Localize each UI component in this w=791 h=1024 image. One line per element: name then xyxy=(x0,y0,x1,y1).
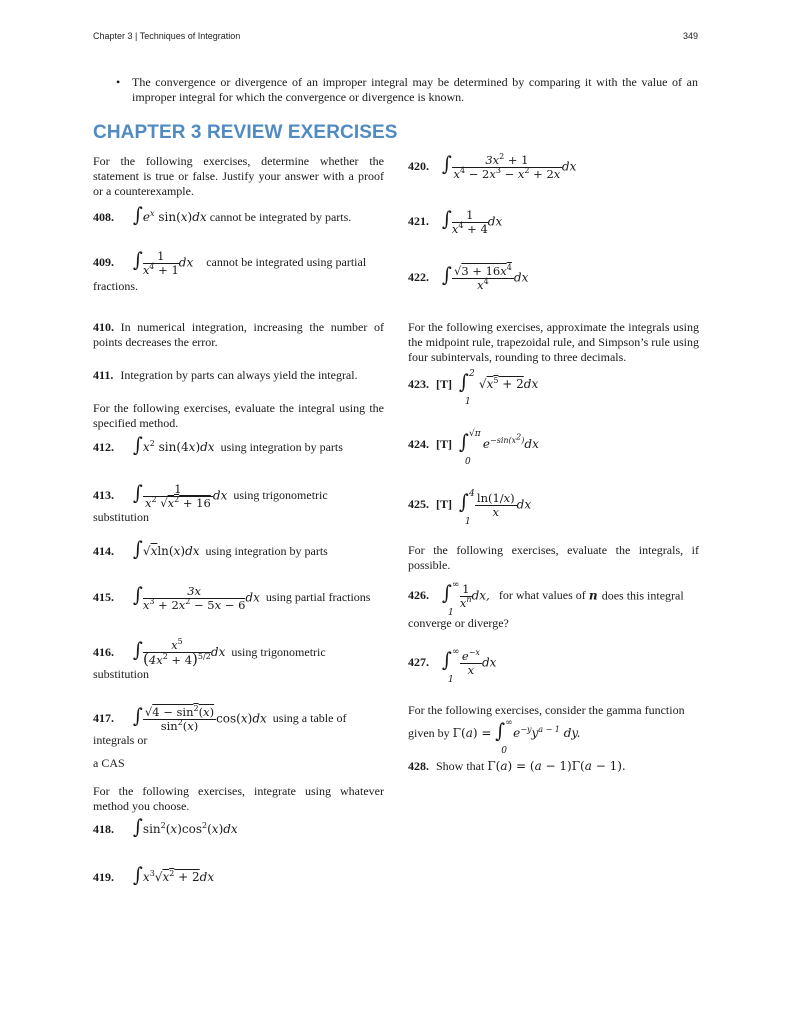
exercise-number: 425. xyxy=(408,497,429,512)
exercise-416: 416. ∫ $\frac{x^5}{(4x^2 + 4)^{5/2}}$ dx using trigonometric substitution xyxy=(93,637,326,681)
exercise-428: 428. Show that Γ(a) = (a − 1)Γ(a − 1). xyxy=(408,759,626,773)
exercise-417: 417. ∫ $\frac{√4 - \sin^2(x)}{\sin^2(x)}$ cos(x)dx using a table of integrals or a CAS xyxy=(93,706,384,771)
exercise-number: 419. xyxy=(93,870,114,884)
exercise-408: 408. $\int e^x$ sin(x)dx cannot be integrated by parts. xyxy=(93,203,352,227)
exercise-number: 418. xyxy=(93,822,114,836)
intro-gamma: For the following exercises, consider the gamma function given by Γ(a) = ∫ ∞ 0 $e^{-y}y^{a - 1}$ dy. xyxy=(408,703,699,741)
exercise-418: 418. $\int\sin^2(x)\cos^2(x)dx$ xyxy=(93,815,238,839)
exercise-409: 409. ∫ $\frac{1}{x^4 + 1}$ dx cannot be integrated using partial fractions. xyxy=(93,250,384,294)
exercise-number: 412. xyxy=(93,440,114,454)
intro-evaluate-method: For the following exercises, evaluate the integral using the specified method. xyxy=(93,401,384,430)
exercise-text: Integration by parts can always yield the integral. xyxy=(120,368,358,382)
left-column xyxy=(93,154,384,894)
exercise-text: using trigonometric substitution xyxy=(93,644,326,681)
exercise-number: 420. xyxy=(408,159,429,174)
intro-approximate: For the following exercises, approximate the integrals using the midpoint rule, trapezoidal rule, and Simpson’s rule using four subintervals, rounding to three decimals. xyxy=(408,320,699,364)
exercise-425: 425. [T] ∫ 4 1 $\frac{\ln(1/x)}{x}$ dx xyxy=(408,489,532,528)
exercise-number: 408. xyxy=(93,210,114,224)
running-header: Chapter 3 | Techniques of Integration xyxy=(93,31,241,41)
exercise-421: 421. ∫ $\frac{1}{x^4 + 4}$ dx xyxy=(408,207,503,236)
exercise-411 xyxy=(93,368,384,383)
exercise-number: 413. xyxy=(93,488,114,503)
page-number: 349 xyxy=(682,31,698,41)
exercise-continuation: fractions. xyxy=(93,279,138,293)
exercise-number: 427. xyxy=(408,655,429,670)
right-column xyxy=(408,154,699,794)
exercise-number: 415. xyxy=(93,590,114,605)
exercise-number: 411. xyxy=(93,368,114,382)
exercise-number: 409. xyxy=(93,255,114,270)
technology-tag: [T] xyxy=(436,497,452,512)
exercise-text: using integration by parts xyxy=(220,440,343,454)
exercise-number: 423. xyxy=(408,377,429,391)
technology-tag: [T] xyxy=(436,437,452,451)
exercise-412: 412. $\int x^2$ sin(4x)dx using integration by parts xyxy=(93,433,343,457)
exercise-number: 410. xyxy=(93,320,114,334)
gamma-given-text: given by xyxy=(408,726,450,740)
exercise-text: cannot be integrated using partial xyxy=(206,255,367,270)
exercise-number: 421. xyxy=(408,214,429,229)
exercise-427: 427. ∫ ∞ 1 $\frac{e^{-x}}{x}$ dx xyxy=(408,647,497,686)
intro-integrate-any: For the following exercises, integrate using whatever method you choose. xyxy=(93,784,384,813)
exercise-text: using integration by parts xyxy=(205,544,328,558)
summary-bullet xyxy=(116,75,698,105)
exercise-426: 426. ∫ ∞ 1 $\frac{1}{x^n}$ dx, for what values of n does this integral converge or diverge? xyxy=(408,583,699,631)
exercise-number: 416. xyxy=(93,644,114,659)
exercise-422: 422. ∫ $\frac{√3 + 16x^4}{x^4}$ dx xyxy=(408,263,529,292)
exercise-419: 419. $\int x^3√x^2 + 2dx$ xyxy=(93,863,215,887)
exercise-414: 414. ∫√xln(x)dx using integration by parts xyxy=(93,537,328,561)
exercise-410 xyxy=(93,320,384,350)
bullet-icon: • xyxy=(116,75,121,89)
exercise-number: 417. xyxy=(93,711,114,726)
exercise-text: Show that xyxy=(436,759,485,773)
exercise-text: In numerical integration, increasing the number of points decreases the error. xyxy=(93,320,384,349)
exercise-continuation: converge or diverge? xyxy=(408,616,509,630)
exercise-text: using trigonometric substitution xyxy=(93,488,328,524)
exercise-420: 420. ∫ $\frac{3x^2 + 1}{x^4 - 2x^3 - x^2 + 2x}$ dx xyxy=(408,152,577,181)
exercise-number: 424. xyxy=(408,437,429,451)
exercise-continuation: a CAS xyxy=(93,756,125,770)
exercise-text: using a table of integrals or xyxy=(93,711,347,747)
exercise-number: 422. xyxy=(408,270,429,285)
technology-tag: [T] xyxy=(436,377,452,391)
exercise-number: 428. xyxy=(408,759,429,773)
intro-gamma-text: For the following exercises, consider the gamma function xyxy=(408,703,685,717)
exercise-number: 414. xyxy=(93,544,114,558)
bullet-text: The convergence or divergence of an improper integral may be determined by comparing it with the value of an improper integral for which the convergence or divergence is known. xyxy=(132,75,698,104)
exercise-text-2: does this integral xyxy=(601,588,684,603)
exercise-415: 415. ∫ $\frac{3x}{x^3 + 2x^2 - 5x - 6}$ dx using partial fractions xyxy=(93,583,371,612)
exercise-413: 413. ∫ $\frac{1}{x^2 √x^2 + 16}$ dx using trigonometric substitution xyxy=(93,481,328,524)
exercise-text: cannot be integrated by parts. xyxy=(209,210,352,224)
section-title: CHAPTER 3 REVIEW EXERCISES xyxy=(93,122,398,143)
exercise-text: using partial fractions xyxy=(265,590,371,605)
exercise-text: for what values of xyxy=(498,588,586,603)
exercise-424: 424. [T] ∫ √π 0 $e^{-sin(x^2)}dx$ xyxy=(408,429,539,467)
intro-true-false: For the following exercises, determine whether the statement is true or false. Justify your answer with a proof or a counterexample. xyxy=(93,154,384,198)
intro-evaluate-possible: For the following exercises, evaluate the integrals, if possible. xyxy=(408,543,699,572)
exercise-423: 423. [T] ∫ 2 1 $√x^5 + 2dx$ xyxy=(408,369,539,407)
exercise-number: 426. xyxy=(408,588,429,603)
